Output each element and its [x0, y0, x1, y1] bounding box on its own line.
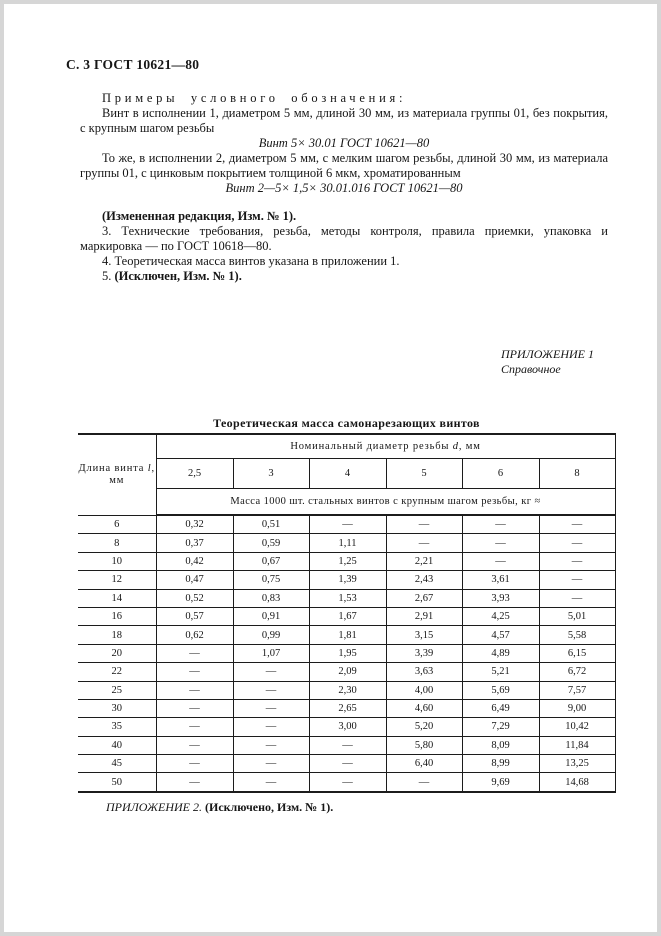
- mass-cell: 4,57: [462, 626, 539, 644]
- mass-cell: —: [386, 534, 462, 552]
- mass-cell: —: [233, 663, 309, 681]
- mass-cell: 3,63: [386, 663, 462, 681]
- appendix-2-note: [106, 800, 333, 815]
- mass-cell: —: [156, 663, 233, 681]
- mass-cell: 2,91: [386, 607, 462, 625]
- length-cell: 22: [78, 663, 156, 681]
- mass-cell: —: [539, 534, 615, 552]
- mass-cell: 4,89: [462, 644, 539, 662]
- mass-cell: —: [462, 534, 539, 552]
- mass-cell: 5,21: [462, 663, 539, 681]
- item-5-number: 5.: [102, 269, 115, 283]
- mass-cell: 5,01: [539, 607, 615, 625]
- mass-cell: 0,99: [233, 626, 309, 644]
- mass-cell: 1,11: [309, 534, 386, 552]
- length-cell: 14: [78, 589, 156, 607]
- mass-cell: 4,25: [462, 607, 539, 625]
- mass-cell: 13,25: [539, 755, 615, 773]
- mass-cell: 2,30: [309, 681, 386, 699]
- mass-cell: 11,84: [539, 736, 615, 754]
- mass-cell: 10,42: [539, 718, 615, 736]
- mass-note: Масса 1000 шт. стальных винтов с крупным шагом резьбы, кг ≈: [156, 489, 615, 516]
- appendix-1-subtitle: Справочное: [501, 361, 561, 376]
- mass-cell: 0,37: [156, 534, 233, 552]
- appendix-1-label: [501, 347, 594, 376]
- mass-cell: 8,09: [462, 736, 539, 754]
- mass-cell: 3,15: [386, 626, 462, 644]
- length-cell: 45: [78, 755, 156, 773]
- example2-paragraph: То же, в исполнении 2, диаметром 5 мм, с мелким шагом резьбы, длиной 30 мм, из материала группы 01, с цинковым покрытием толщиной 6 мкм, хроматированным: [80, 151, 608, 180]
- mass-cell: 1,67: [309, 607, 386, 625]
- mass-cell: 3,93: [462, 589, 539, 607]
- diameter-value-header: 5: [386, 459, 462, 489]
- mass-cell: 1,95: [309, 644, 386, 662]
- item-4: 4. Теоретическая масса винтов указана в приложении 1.: [102, 254, 400, 268]
- examples-heading: Примеры условного обозначения:: [102, 91, 407, 105]
- mass-cell: 1,81: [309, 626, 386, 644]
- mass-cell: —: [309, 755, 386, 773]
- mass-cell: 3,61: [462, 571, 539, 589]
- mass-table: [78, 433, 616, 793]
- mass-cell: 6,72: [539, 663, 615, 681]
- mass-cell: 0,52: [156, 589, 233, 607]
- mass-cell: 1,07: [233, 644, 309, 662]
- example1-paragraph: Винт в исполнении 1, диаметром 5 мм, длиной 30 мм, из материала группы 01, без покрытия, с крупным шагом резьбы: [80, 106, 608, 135]
- mass-note-row: [78, 489, 615, 516]
- mass-cell: 2,65: [309, 699, 386, 717]
- mass-cell: —: [156, 736, 233, 754]
- mass-cell: 2,43: [386, 571, 462, 589]
- length-cell: 16: [78, 607, 156, 625]
- mass-cell: 1,39: [309, 571, 386, 589]
- diameter-value-header: 6: [462, 459, 539, 489]
- appendix-1-title: ПРИЛОЖЕНИЕ 1: [501, 347, 594, 361]
- mass-cell: 8,99: [462, 755, 539, 773]
- amended-note: (Измененная редакция, Изм. № 1).: [102, 209, 297, 223]
- mass-cell: 1,25: [309, 552, 386, 570]
- mass-cell: 0,83: [233, 589, 309, 607]
- mass-cell: —: [309, 515, 386, 534]
- mass-cell: —: [386, 773, 462, 792]
- mass-cell: 7,29: [462, 718, 539, 736]
- item-3: 3. Технические требования, резьба, методы контроля, правила приемки, упаковка и маркировка — по ГОСТ 10618—80.: [80, 224, 608, 253]
- table-row: [78, 552, 615, 570]
- mass-cell: —: [539, 589, 615, 607]
- mass-cell: 0,59: [233, 534, 309, 552]
- mass-cell: 0,67: [233, 552, 309, 570]
- diameter-span-row: [78, 434, 615, 459]
- diameter-values-row: [78, 459, 615, 489]
- designation-1: Винт 5× 30.01 ГОСТ 10621—80: [258, 136, 430, 150]
- table-row: [78, 534, 615, 552]
- diameter-value-header: 3: [233, 459, 309, 489]
- appendix-2-excluded-note: (Исключено, Изм. № 1).: [201, 800, 334, 814]
- mass-cell: —: [462, 515, 539, 534]
- table-row: [78, 681, 615, 699]
- length-header-unit: , мм: [109, 462, 155, 486]
- mass-cell: —: [233, 773, 309, 792]
- mass-cell: 0,57: [156, 607, 233, 625]
- appendix-2-title: ПРИЛОЖЕНИЕ 2.: [106, 800, 202, 814]
- mass-cell: —: [156, 681, 233, 699]
- diameter-value-header: 4: [309, 459, 386, 489]
- mass-cell: 2,09: [309, 663, 386, 681]
- mass-cell: 0,32: [156, 515, 233, 534]
- mass-cell: —: [156, 699, 233, 717]
- table-row: [78, 589, 615, 607]
- mass-cell: 2,21: [386, 552, 462, 570]
- mass-cell: 6,49: [462, 699, 539, 717]
- length-cell: 12: [78, 571, 156, 589]
- designation-2: Винт 2—5× 1,5× 30.01.016 ГОСТ 10621—80: [225, 181, 463, 195]
- mass-cell: 0,42: [156, 552, 233, 570]
- mass-cell: 2,67: [386, 589, 462, 607]
- mass-cell: —: [539, 515, 615, 534]
- mass-cell: —: [156, 773, 233, 792]
- mass-cell: 6,40: [386, 755, 462, 773]
- table-row: [78, 755, 615, 773]
- mass-cell: 4,60: [386, 699, 462, 717]
- mass-cell: 0,62: [156, 626, 233, 644]
- length-variable: l: [147, 462, 152, 474]
- item-5: [80, 269, 608, 284]
- length-header-text: Длина винта: [78, 462, 148, 474]
- length-cell: 20: [78, 644, 156, 662]
- mass-cell: —: [233, 681, 309, 699]
- item-5-excluded-note: (Исключен, Изм. № 1).: [114, 269, 242, 283]
- mass-cell: —: [156, 644, 233, 662]
- diameter-value-header: 2,5: [156, 459, 233, 489]
- length-column-header: [78, 434, 156, 515]
- length-cell: 30: [78, 699, 156, 717]
- table-body: [78, 515, 615, 792]
- diameter-group-header: [156, 434, 615, 459]
- diameter-variable: d: [452, 441, 459, 452]
- mass-cell: 0,51: [233, 515, 309, 534]
- mass-cell: 1,53: [309, 589, 386, 607]
- table-row: [78, 663, 615, 681]
- table-row: [78, 571, 615, 589]
- mass-cell: —: [156, 718, 233, 736]
- table-row: [78, 773, 615, 792]
- table-row: [78, 736, 615, 754]
- mass-cell: 4,00: [386, 681, 462, 699]
- length-cell: 35: [78, 718, 156, 736]
- table-row: [78, 626, 615, 644]
- mass-cell: —: [233, 699, 309, 717]
- length-cell: 50: [78, 773, 156, 792]
- mass-cell: 14,68: [539, 773, 615, 792]
- mass-cell: —: [233, 755, 309, 773]
- mass-cell: —: [539, 552, 615, 570]
- length-cell: 8: [78, 534, 156, 552]
- diameter-header-text: Номинальный диаметр резьбы: [290, 441, 453, 452]
- length-cell: 40: [78, 736, 156, 754]
- mass-cell: —: [386, 515, 462, 534]
- table-row: [78, 607, 615, 625]
- mass-cell: —: [233, 736, 309, 754]
- length-cell: 10: [78, 552, 156, 570]
- table-row: [78, 699, 615, 717]
- length-cell: 18: [78, 626, 156, 644]
- mass-cell: —: [233, 718, 309, 736]
- mass-cell: 3,00: [309, 718, 386, 736]
- table-title: Теоретическая масса самонарезающих винтов: [213, 416, 480, 430]
- diameter-header-unit: , мм: [458, 441, 481, 452]
- table-row: [78, 515, 615, 534]
- mass-cell: 5,58: [539, 626, 615, 644]
- page-header: С. 3 ГОСТ 10621—80: [66, 57, 200, 72]
- mass-cell: —: [309, 736, 386, 754]
- diameter-value-header: 8: [539, 459, 615, 489]
- mass-cell: 0,91: [233, 607, 309, 625]
- length-cell: 6: [78, 515, 156, 534]
- mass-cell: 0,47: [156, 571, 233, 589]
- mass-cell: 0,75: [233, 571, 309, 589]
- mass-cell: —: [462, 552, 539, 570]
- table-row: [78, 644, 615, 662]
- table-row: [78, 718, 615, 736]
- mass-cell: —: [539, 571, 615, 589]
- length-cell: 25: [78, 681, 156, 699]
- mass-cell: —: [156, 755, 233, 773]
- mass-cell: —: [309, 773, 386, 792]
- mass-cell: 5,20: [386, 718, 462, 736]
- mass-cell: 6,15: [539, 644, 615, 662]
- mass-cell: 3,39: [386, 644, 462, 662]
- mass-cell: 7,57: [539, 681, 615, 699]
- mass-cell: 9,69: [462, 773, 539, 792]
- mass-cell: 9,00: [539, 699, 615, 717]
- mass-cell: 5,69: [462, 681, 539, 699]
- mass-cell: 5,80: [386, 736, 462, 754]
- body-text: [80, 91, 608, 284]
